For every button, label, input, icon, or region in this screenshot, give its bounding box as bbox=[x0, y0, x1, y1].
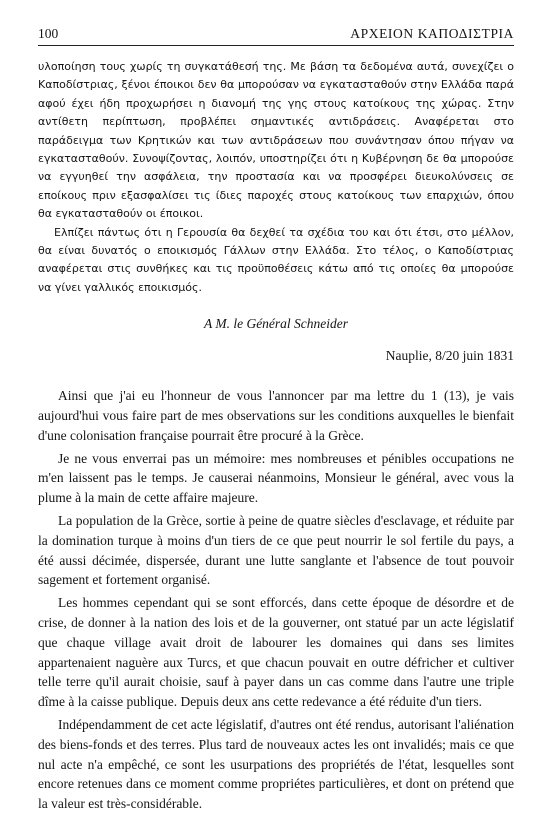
letter-paragraph: Indépendamment de cet acte législatif, d'autres ont été rendus, autorisant l'aliénation des biens-fonds et des terres. Plus tard de nouveaux actes les ont invalidés; mais ce que nul acte n'a empêché, ce sont les usurpations des propriétés de l'état, lesquelles sont encore retenues dans ce moment comme propriétes particulières, et dont on prétend que la valeur est très-considérable. bbox=[38, 717, 514, 812]
page-number: 100 bbox=[38, 26, 59, 41]
summary-paragraph: υλοποίηση τους χωρίς τη συγκατάθεσή της. Με βάση τα δεδομένα αυτά, συνεχίζει ο Καποδίστριας, ξένοι έποικοι δεν θα μπορούσαν να εγκατασταθούν στην Ελλάδα παρά αφού έχει ήδη προχωρήσει η διανομή της γης στους κατοίκους της χώρας. Στην αντίθετη περίπτωση, προβλέπει σημαντικές αντιδράσεις. Αναφέρεται στο παράδειγμα των Κρητικών και των αντιδράσεων που συνάντησαν όπου πήγαν να εγκατασταθούν. Συνοψίζοντας, λοιπόν, υποστηρίζει ότι η Κυβέρνηση δε θα μπορούσε να εγγυηθεί την ασφάλεια, την προστασία και να προσφέρει διευκολύνσεις σε εποίκους πριν εξασφαλίσει τις ίδιες παροχές στους κατοίκους των επαρχιών, όπου θα εγκατασταθούν οι έποικοι. bbox=[38, 60, 514, 221]
book-page bbox=[38, 26, 514, 817]
letter-paragraph: Ainsi que j'ai eu l'honneur de vous l'annoncer par ma lettre du 1 (13), je vais aujourd'hui vous faire part de mes observations sur les conditions auxquelles le bienfait d'une colonisation française pourrait être procuré à la Grèce. bbox=[38, 388, 514, 443]
letter-paragraph: La population de la Grèce, sortie à peine de quatre siècles d'esclavage, et réduite par la domination turque à moins d'un tiers de ce que peut nourrir le sol fertile du pays, a été aussi décimée, dispersée, durant une lutte sanglante et l'absence de tout pouvoir sagement et fortement organisé. bbox=[38, 513, 514, 588]
running-header bbox=[38, 26, 514, 46]
summary-paragraph: Ελπίζει πάντως ότι η Γερουσία θα δεχθεί τα σχέδια του και ότι έτσι, στο μέλλον, θα είναι δυνατός ο εποικισμός Γάλλων στην Ελλάδα. Στο τέλος, ο Καποδίστριας αναφέρεται στις συνθήκες και τις προϋποθέσεις κάτω από τις οποίες θα μπορούσε να γίνει γαλλικός εποικισμός. bbox=[38, 225, 514, 294]
greek-summary bbox=[38, 58, 514, 297]
letter-body bbox=[38, 386, 514, 814]
letter-addressee: A M. le Général Schneider bbox=[203, 316, 349, 332]
letter-paragraph: Les hommes cependant qui se sont efforcés, dans cette époque de désordre et de crise, de donner à la nation des lois et de la gouverner, ont statué par un acte législatif que chaque village avait droit de labourer les domaines qui dans ses limites appartenaient naguère aux Turcs, et que chacun pouvait en outre défricher et cultiver telle terre qu'il aurait choisie, sauf à payer dans un cas comme dans l'autre une triple dîme à la caisse publique. Depuis deux ans cette redevance a été réduite d'un tiers. bbox=[38, 595, 514, 710]
running-title: ΑΡΧΕΙΟΝ ΚΑΠΟΔΙΣΤΡΙΑ bbox=[350, 26, 514, 41]
letter-paragraph: Je ne vous enverrai pas un mémoire: mes nombreuses et pénibles occupations ne m'en laissent pas le temps. Je causerai néanmoins, Monsieur le général, avec vous la plume à la main de cette affaire majeure. bbox=[38, 450, 514, 506]
letter-dateline: Nauplie, 8/20 juin 1831 bbox=[385, 348, 514, 364]
